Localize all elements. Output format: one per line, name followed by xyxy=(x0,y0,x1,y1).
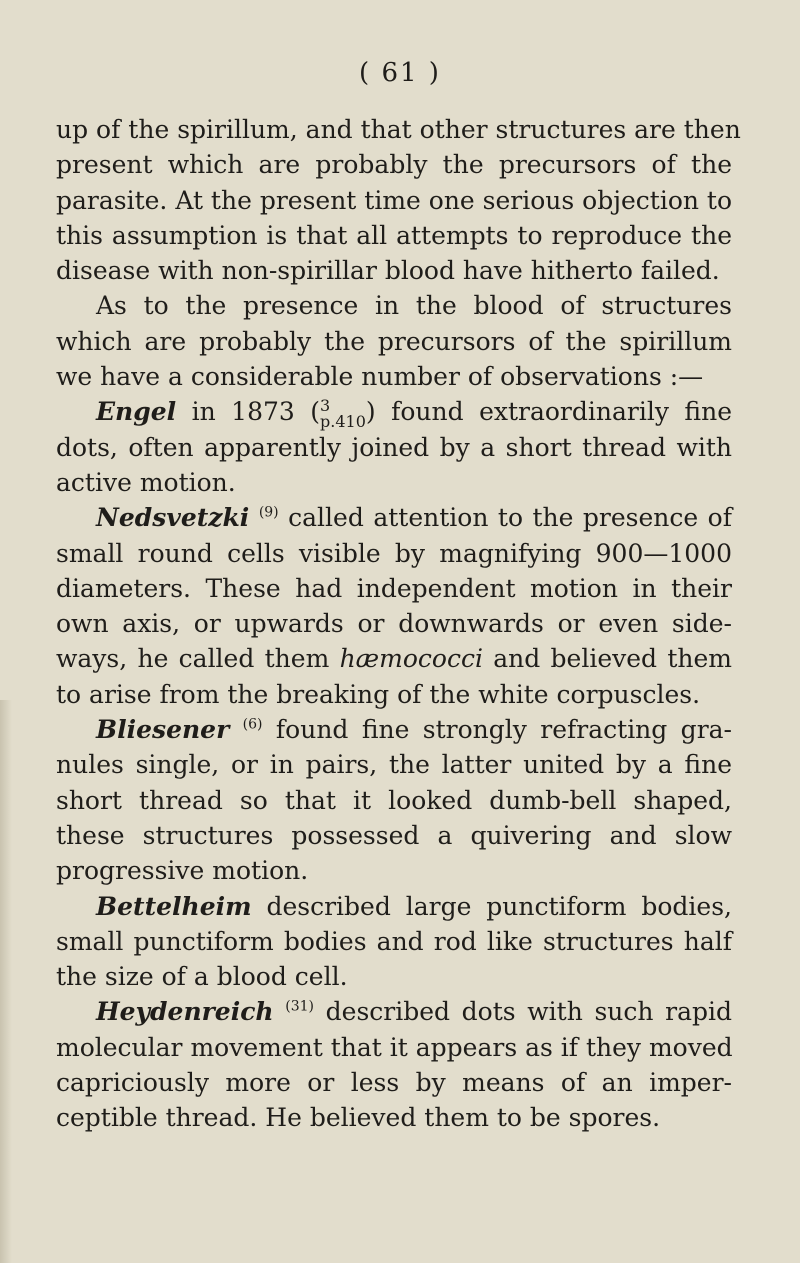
text-run: in 1873 ( xyxy=(176,397,321,427)
text-run: found fine strongly refracting gra- xyxy=(262,715,732,745)
text-line: we have a considerable number of observations :— xyxy=(56,362,704,392)
author-name: Nedsvetzki xyxy=(96,503,250,533)
author-name: Bettelheim xyxy=(96,891,252,921)
text-run: and believed them xyxy=(482,644,732,674)
text-line: parasite. At the present time one serious objection to xyxy=(56,185,733,215)
text-run: ) found extraordinarily fine xyxy=(365,397,732,427)
paragraph-engel xyxy=(56,394,732,429)
text-line: which are probably the precursors of the spirillum xyxy=(56,326,732,356)
text-line: capriciously more or less by means of an imper- xyxy=(56,1068,732,1098)
reference-page: p.410 xyxy=(320,411,366,431)
body-text xyxy=(56,112,741,1136)
text-line: progressive motion. xyxy=(56,856,309,886)
text-line: present which are probably the precursors of the xyxy=(56,150,732,180)
page-number-header: ( 61 ) xyxy=(359,58,441,88)
author-name: Bliesener xyxy=(96,715,230,745)
text-line: small round cells visible by magnifying 900—1000 xyxy=(56,538,732,568)
text-run: described dots with such rapid xyxy=(314,997,732,1027)
text-run: ways, he called them xyxy=(56,644,340,674)
italic-term: hæmococci xyxy=(339,644,483,674)
text-line: small punctiform bodies and rod like structures half xyxy=(56,926,732,956)
text-line: these structures possessed a quivering and slow xyxy=(56,820,732,850)
page-gutter-shadow xyxy=(0,700,12,1263)
text-line: this assumption is that all attempts to reproduce the xyxy=(56,220,732,250)
text-line xyxy=(56,641,732,676)
text-line: the size of a blood cell. xyxy=(56,962,348,992)
text-line: dots, often apparently joined by a short thread with xyxy=(56,432,732,462)
author-name: Heydenreich xyxy=(96,997,274,1027)
paragraph-heydenreich xyxy=(56,994,732,1029)
text-line: own axis, or upwards or downwards or even side- xyxy=(56,609,732,639)
reference-fraction xyxy=(320,395,366,431)
reference-number: 3 xyxy=(320,395,331,415)
text-line: ceptible thread. He believed them to be spores. xyxy=(56,1103,661,1133)
paragraph-nedsvetzki xyxy=(56,500,732,535)
text-line: disease with non-spirillar blood have hitherto failed. xyxy=(56,256,720,286)
text-run: called attention to the presence of xyxy=(278,503,732,533)
reference-marker: (31) xyxy=(285,999,314,1016)
text-line: nules single, or in pairs, the latter united by a fine xyxy=(56,750,732,780)
text-line: molecular movement that it appears as if they moved xyxy=(56,1032,733,1062)
text-line: short thread so that it looked dumb-bell shaped, xyxy=(56,785,732,815)
text-line: diameters. These had independent motion in their xyxy=(56,573,732,603)
reference-marker: (9) xyxy=(258,504,279,521)
text-line: to arise from the breaking of the white corpuscles. xyxy=(56,679,701,709)
text-line: active motion. xyxy=(56,467,236,497)
text-line: up of the spirillum, and that other structures are then xyxy=(56,115,741,144)
paragraph-bettelheim xyxy=(56,889,732,924)
text-line: As to the presence in the blood of structures xyxy=(96,291,732,321)
author-name: Engel xyxy=(96,397,177,427)
paragraph-bliesener xyxy=(56,712,732,747)
reference-marker: (6) xyxy=(242,716,263,733)
text-run: described large punctiform bodies, xyxy=(251,891,732,921)
